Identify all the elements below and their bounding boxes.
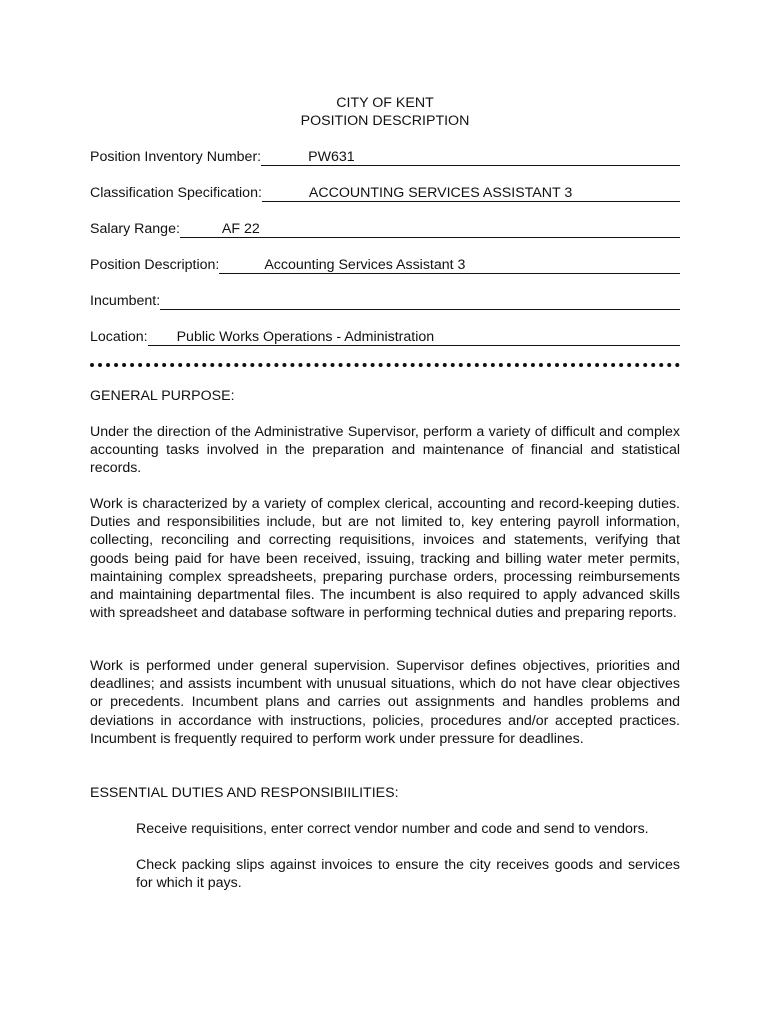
salary-range-field xyxy=(90,220,680,238)
classification-specification-field xyxy=(90,184,680,202)
supervision-paragraph: Work is performed under general supervision. Supervisor defines objectives, priorities and deadlines; and assists incumbent with unusual situations, which do not have clear objectives or precedents. Incumbent plans and carries out assignments and handles problems and deviations in accordance with instructions, policies, procedures and/or accepted practices. Incumbent is frequently required to perform work under pressure for deadlines. xyxy=(90,658,680,747)
duty-item: Check packing slips against invoices to ensure the city receives goods and services for which it pays. xyxy=(136,857,680,892)
position-description-value: Accounting Services Assistant 3 xyxy=(219,256,680,274)
classification-specification-label: Classification Specification: xyxy=(90,185,262,201)
dotted-divider xyxy=(90,363,680,367)
salary-range-label: Salary Range: xyxy=(90,221,180,237)
position-description-field xyxy=(90,256,680,274)
org-title: CITY OF KENT xyxy=(336,95,434,111)
location-label: Location: xyxy=(90,329,148,345)
position-inventory-number-label: Position Inventory Number: xyxy=(90,149,262,165)
incumbent-value xyxy=(160,292,680,310)
duty-item: Receive requisitions, enter correct vendor number and code and send to vendors. xyxy=(136,821,649,837)
position-inventory-number-field xyxy=(90,148,680,166)
essential-duties-heading: ESSENTIAL DUTIES AND RESPONSIBIILITIES: xyxy=(90,785,399,801)
location-value: Public Works Operations - Administration xyxy=(148,328,680,346)
general-purpose-paragraph: Under the direction of the Administrative Supervisor, perform a variety of difficult and complex accounting tasks involved in the preparation and maintenance of financial and statistical records. xyxy=(90,424,680,477)
incumbent-field xyxy=(90,292,680,310)
position-inventory-number-value: PW631 xyxy=(261,148,680,166)
doc-type-title: POSITION DESCRIPTION xyxy=(300,113,470,129)
salary-range-value: AF 22 xyxy=(180,220,680,238)
work-characterization-paragraph: Work is characterized by a variety of complex clerical, accounting and record-keeping duties. Duties and responsibilities include, but are not limited to, key entering payroll information, collecting, reconciling and correcting requisitions, invoices and statements, verifying that goods being paid for have been received, issuing, tracking and billing water meter permits, maintaining complex spreadsheets, preparing purchase orders, processing reimbursements and maintaining departmental files. The incumbent is also required to apply advanced skills with spreadsheet and database software in performing technical duties and preparing reports. xyxy=(90,496,680,622)
classification-specification-value: ACCOUNTING SERVICES ASSISTANT 3 xyxy=(262,184,680,202)
location-field xyxy=(90,328,680,346)
incumbent-label: Incumbent: xyxy=(90,293,161,309)
general-purpose-heading: GENERAL PURPOSE: xyxy=(90,388,235,404)
position-description-label: Position Description: xyxy=(90,257,220,273)
